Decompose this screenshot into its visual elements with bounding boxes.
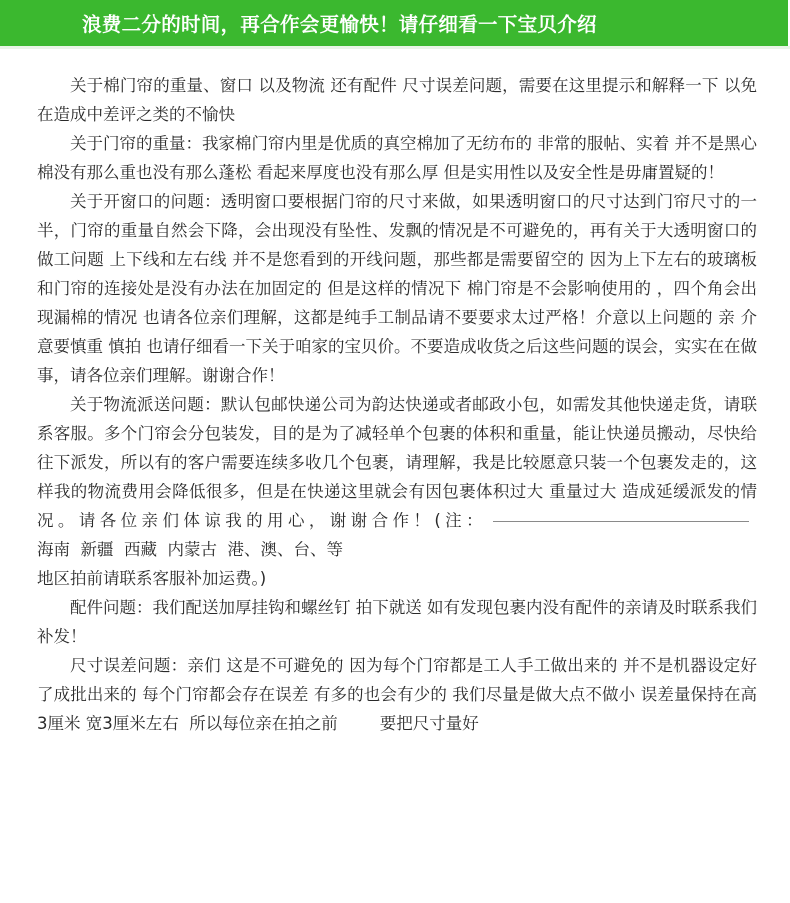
banner-divider [0, 46, 790, 49]
weight-paragraph: 关于门帘的重量：我家棉门帘内里是优质的真空棉加了无纺布的 非常的服帖、实着 并不是黑心棉没有那么重也没有那么蓬松 看起来厚度也没有那么厚 但是实用性以及安全性是毋庸置疑的！ [37, 134, 757, 182]
banner-title: 浪费二分的时间，再合作会更愉快！请仔细看一下宝贝介绍 [82, 13, 597, 36]
note-divider-line [493, 521, 749, 522]
size-error-paragraph: 尺寸误差问题：亲们 这是不可避免的 因为每个门帘都是工人手工做出来的 并不是机器设定好了成批出来的 每个门帘都会存在误差 有多的也会有少的 我们尽量是做大点不做小 误差量保持在高3厘米 宽3厘米左右 所以每位亲在拍之前 要把尺寸量好 [37, 656, 757, 733]
notice-body [37, 71, 757, 738]
accessories-paragraph: 配件问题：我们配送加厚挂钩和螺丝钉 拍下就送 如有发现包裹内没有配件的亲请及时联系我们 补发！ [37, 598, 757, 646]
shipping-paragraph [37, 390, 757, 593]
shipping-tail: 地区拍前请联系客服补加运费。) [37, 569, 267, 588]
shipping-regions: 海南 新疆 西藏 内蒙古 港、澳、台、等 [37, 540, 343, 559]
window-paragraph: 关于开窗口的问题：透明窗口要根据门帘的尺寸来做，如果透明窗口的尺寸达到门帘尺寸的一半，门帘的重量自然会下降，会出现没有坠性、发飘的情况是不可避免的，再有关于大透明窗口的做工问题 上下线和左右线 并不是您看到的开线问题，那些都是需要留空的 因为上下左右的玻璃板和门帘的连接处是没有办法在加固定的 但是这样的情况下 棉门帘是不会影响使用的 ，四个角会出现漏棉的情况 也请各位亲们理解，这都是纯手工制品请不要要求太过严格！介意以上问题的 亲 介意要慎重 慎拍 也请仔细看一下关于咱家的宝贝价。不要造成收货之后这些问题的误会，实实在在做事，请各位亲们理解。谢谢合作！ [37, 192, 757, 385]
header-banner [0, 0, 790, 46]
intro-paragraph: 关于棉门帘的重量、窗口 以及物流 还有配件 尺寸误差问题，需要在这里提示和解释一下 以免在造成中差评之类的不愉快 [37, 76, 757, 124]
shipping-text: 关于物流派送问题：默认包邮快递公司为韵达快递或者邮政小包，如需发其他快递走货，请联系客服。多个门帘会分包装发，目的是为了减轻单个包裹的体积和重量，能让快递员搬动，尽快给往下派发，所以有的客户需要连续多收几个包裹，请理解，我是比较愿意只装一个包裹发走的，这样我的物流费用会降低很多，但是在快递这里就会有因包裹体积过大 重量过大 造成延缓派发的情况。请各位亲们体谅我的用心，谢谢合作！(注： [37, 395, 757, 530]
